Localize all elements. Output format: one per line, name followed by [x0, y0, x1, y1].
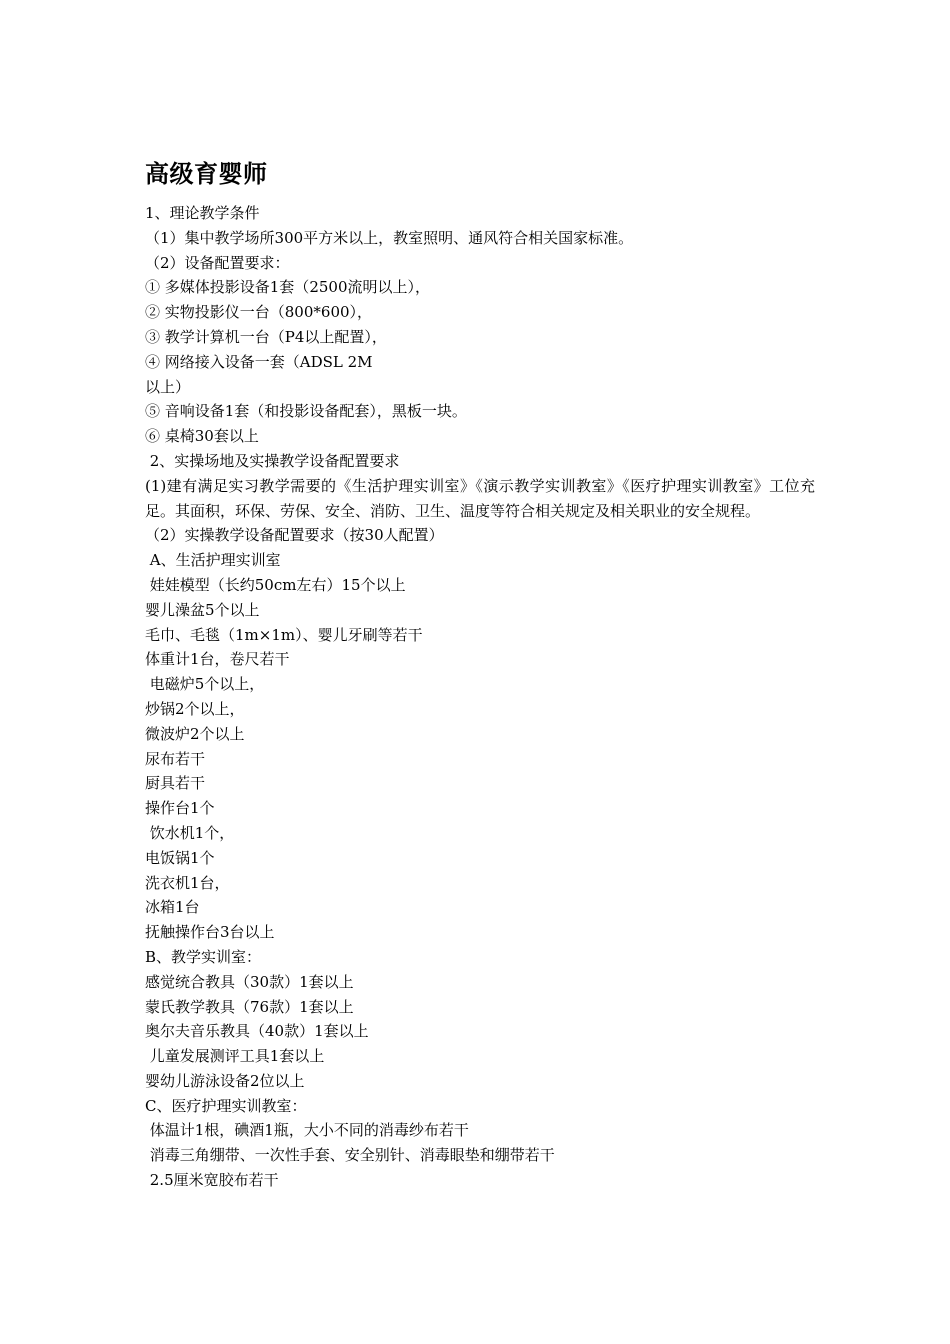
text-line: 2.5厘米宽胶布若干 [145, 1171, 279, 1190]
text-line: 微波炉2个以上 [145, 724, 245, 743]
text-line: ⑥ 桌椅30套以上 [145, 427, 259, 446]
text-line: 冰箱1台 [145, 898, 200, 917]
text-line: B、教学实训室： [145, 947, 262, 966]
text-line: 洗衣机1台， [145, 873, 230, 892]
text-line: （2）设备配置要求： [145, 253, 290, 272]
document-title: 高级育婴师 [145, 160, 268, 188]
text-line: 2、实操场地及实操教学设备配置要求 [145, 451, 400, 470]
text-line: 奥尔夫音乐教具（40款）1套以上 [145, 1022, 369, 1041]
text-line: 操作台1个 [145, 799, 215, 818]
text-line: ④ 网络接入设备一套（ADSL 2M [145, 352, 373, 371]
text-line: 炒锅2个以上， [145, 699, 245, 718]
document-content [145, 157, 815, 1193]
text-line: 抚触操作台3台以上 [145, 923, 275, 942]
text-line: A、生活护理实训室 [145, 551, 281, 570]
text-line: C、医疗护理实训教室： [145, 1096, 307, 1115]
text-line: （2）实操教学设备配置要求（按30人配置） [145, 526, 444, 545]
section-lines-theory [145, 201, 815, 474]
text-line: （1）集中教学场所300平方米以上，教室照明、通风符合相关国家标准。 [145, 228, 634, 247]
text-line: 电磁炉5个以上， [145, 675, 265, 694]
section-lines-equipment [145, 523, 815, 1193]
text-line: 1、理论教学条件 [145, 204, 260, 222]
text-line: 感觉统合教具（30款）1套以上 [145, 972, 354, 991]
text-line: ③ 教学计算机一台（P4以上配置）， [145, 327, 387, 346]
text-line: 体重计1台，卷尺若干 [145, 650, 290, 669]
text-line: 毛巾、毛毯（1m×1m）、婴儿牙刷等若干 [145, 625, 423, 644]
text-line: 以上） [145, 377, 191, 396]
text-line: 消毒三角绷带、一次性手套、安全别针、消毒眼垫和绷带若干 [145, 1146, 555, 1165]
text-line: 厨具若干 [145, 774, 206, 793]
text-line: 饮水机1个， [145, 823, 235, 842]
text-line: ① 多媒体投影设备1套（2500流明以上）， [145, 278, 430, 297]
text-line: 婴儿澡盆5个以上 [145, 600, 260, 619]
text-line: 儿童发展测评工具1套以上 [145, 1047, 325, 1066]
text-line: ⑤ 音响设备1套（和投影设备配套），黑板一块。 [145, 402, 467, 421]
text-line: ② 实物投影仪一台（800*600）， [145, 303, 373, 322]
text-line: 体温计1根，碘酒1瓶，大小不同的消毒纱布若干 [145, 1121, 469, 1140]
text-line: 尿布若干 [145, 749, 206, 768]
text-line: 婴幼儿游泳设备2位以上 [145, 1071, 305, 1090]
text-line: 蒙氏教学教具（76款）1套以上 [145, 997, 354, 1016]
text-line: 电饭锅1个 [145, 848, 215, 867]
facility-paragraph: (1)建有满足实习教学需要的《生活护理实训室》《演示教学实训教室》《医疗护理实训教室》工位充足。其面积，环保、劳保、安全、消防、卫生、温度等符合相关规定及相关职业的安全规程。 [145, 476, 815, 520]
text-line: 娃娃模型（长约50cm左右）15个以上 [145, 575, 406, 594]
